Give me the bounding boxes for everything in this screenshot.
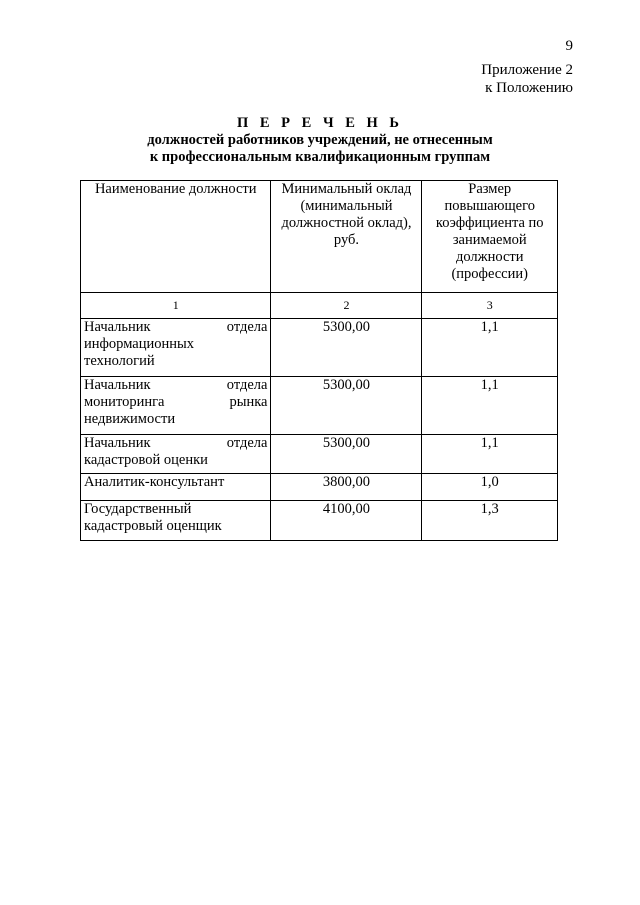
position-name-rest: информационных технологий xyxy=(84,336,194,369)
appendix-line-1: Приложение 2 xyxy=(481,62,573,78)
position-name xyxy=(81,319,271,377)
title-main: П Е Р Е Ч Е Н Ь xyxy=(236,115,404,131)
min-salary: 5300,00 xyxy=(271,435,422,474)
column-number: 1 xyxy=(81,293,271,319)
position-name xyxy=(81,435,271,474)
position-name-line xyxy=(84,377,267,394)
min-salary: 3800,00 xyxy=(271,474,422,501)
header-position-name: Наименование должности xyxy=(81,181,271,293)
min-salary: 5300,00 xyxy=(271,319,422,377)
position-name-word: Начальник xyxy=(84,319,151,335)
appendix-reference xyxy=(481,61,573,97)
position-name-word: Начальник xyxy=(84,435,151,451)
position-name-word: отдела xyxy=(226,319,268,335)
position-name-line xyxy=(84,319,267,336)
position-name-word: рынка xyxy=(229,394,268,410)
column-number: 2 xyxy=(271,293,422,319)
position-name-word: отдела xyxy=(226,377,268,393)
title-line-3: к профессиональным квалификационным группам xyxy=(149,149,491,165)
table-row xyxy=(81,377,558,435)
position-name-word: Начальник xyxy=(84,377,151,393)
position-name: Государственный кадастровый оценщик xyxy=(81,501,271,541)
min-salary: 4100,00 xyxy=(271,501,422,541)
coefficient: 1,1 xyxy=(422,377,558,435)
column-number: 3 xyxy=(422,293,558,319)
position-name xyxy=(81,377,271,435)
position-name-rest: недвижимости xyxy=(84,411,176,427)
coefficient: 1,1 xyxy=(422,319,558,377)
title-line-2: должностей работников учреждений, не отнесенным xyxy=(147,132,493,148)
position-name-word: отдела xyxy=(226,435,268,451)
column-numbers-row xyxy=(81,293,558,319)
position-name: Аналитик-консультант xyxy=(81,474,271,501)
document-title xyxy=(0,115,640,166)
header-min-salary: Минимальный оклад (минимальный должностной оклад), руб. xyxy=(271,181,422,293)
position-name-rest: кадастровой оценки xyxy=(84,452,208,468)
table-row xyxy=(81,435,558,474)
table-header-row xyxy=(81,181,558,293)
coefficient: 1,0 xyxy=(422,474,558,501)
positions-table xyxy=(80,180,558,541)
header-coefficient: Размер повышающего коэффициента по занимаемой должности (профессии) xyxy=(422,181,558,293)
position-name-line xyxy=(84,435,267,452)
page-number: 9 xyxy=(565,38,573,54)
coefficient: 1,1 xyxy=(422,435,558,474)
table-row xyxy=(81,474,558,501)
min-salary: 5300,00 xyxy=(271,377,422,435)
table-row xyxy=(81,319,558,377)
position-name-line xyxy=(84,394,267,411)
position-name-word: мониторинга xyxy=(84,394,165,410)
table-row xyxy=(81,501,558,541)
coefficient: 1,3 xyxy=(422,501,558,541)
appendix-line-2: к Положению xyxy=(485,80,573,96)
